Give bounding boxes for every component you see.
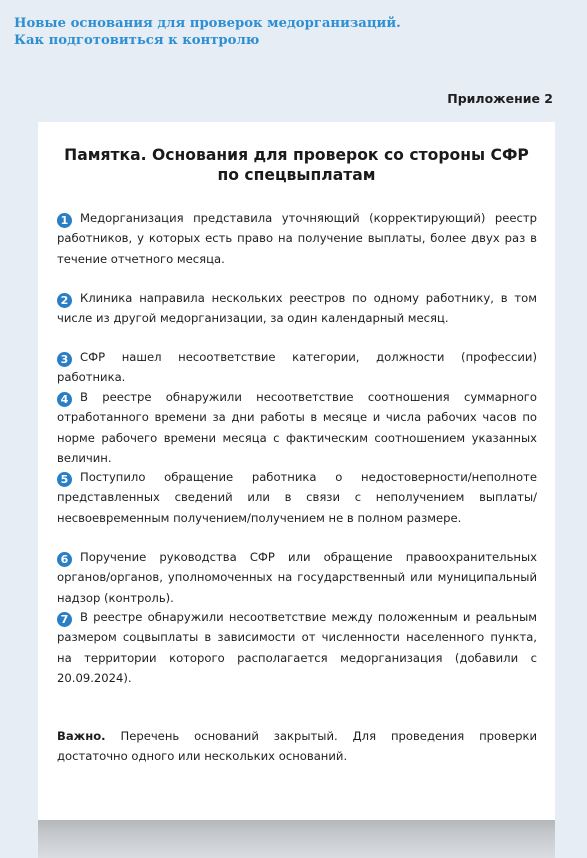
memo-item-text: Медорганизация представила уточняющий (корректирующий) реестр работников, у которых есть право на получение выплаты, более двух раз в течение отчетного месяца. (57, 211, 537, 266)
header-line-1: Новые основания для проверок медорганизаций. (14, 16, 401, 31)
memo-item-6 (57, 547, 537, 608)
important-note-text: Перечень оснований закрытый. Для проведения проверки достаточно одного или нескольких оснований. (57, 729, 537, 764)
memo-item-text: Поступило обращение работника о недостоверности/неполноте представленных сведений или в связи с неполучением выплаты/несвоевременным получением/получением не в полном размере. (57, 470, 537, 525)
memo-title-line-1: Памятка. Основания для проверок со стороны СФР (64, 146, 529, 164)
number-badge-icon: 3 (57, 352, 72, 367)
memo-title (38, 145, 555, 185)
memo-item-4 (57, 387, 537, 469)
memo-title-line-2: по спецвыплатам (217, 166, 376, 184)
memo-item-5 (57, 467, 537, 528)
memo-item-2 (57, 288, 537, 329)
memo-item-1 (57, 208, 537, 269)
memo-item-text: В реестре обнаружили несоответствие между положенным и реальным размером соцвыплаты в зависимости от численности населенного пункта, на территории которого располагается медорганизация (добавили с 20.09.2024). (57, 610, 537, 686)
memo-card (38, 122, 555, 820)
memo-item-text: В реестре обнаружили несоответствие соотношения суммарного отработанного времени за дни работы в месяце и числа рабочих часов по норме рабочего времени месяца с фактическим соотношением указанных величин. (57, 390, 537, 466)
memo-item-text: Поручение руководства СФР или обращение правоохранительных органов/органов, уполномоченных на государственный или муниципальный надзор (контроль). (57, 550, 537, 605)
memo-item-text: СФР нашел несоответствие категории, должности (профессии) работника. (57, 350, 537, 385)
important-note (57, 726, 537, 767)
card-shadow (38, 818, 555, 858)
number-badge-icon: 5 (57, 472, 72, 487)
memo-item-7 (57, 607, 537, 689)
number-badge-icon: 1 (57, 213, 72, 228)
important-note-label: Важно. (57, 729, 106, 743)
memo-item-text: Клиника направила нескольких реестров по одному работнику, в том числе из другой медорганизации, за один календарный месяц. (57, 291, 537, 326)
header-line-2: Как подготовиться к контролю (14, 33, 260, 48)
number-badge-icon: 4 (57, 392, 72, 407)
number-badge-icon: 6 (57, 552, 72, 567)
memo-item-3 (57, 347, 537, 388)
document-header (14, 15, 434, 49)
number-badge-icon: 2 (57, 293, 72, 308)
number-badge-icon: 7 (57, 612, 72, 627)
appendix-label: Приложение 2 (447, 91, 553, 106)
